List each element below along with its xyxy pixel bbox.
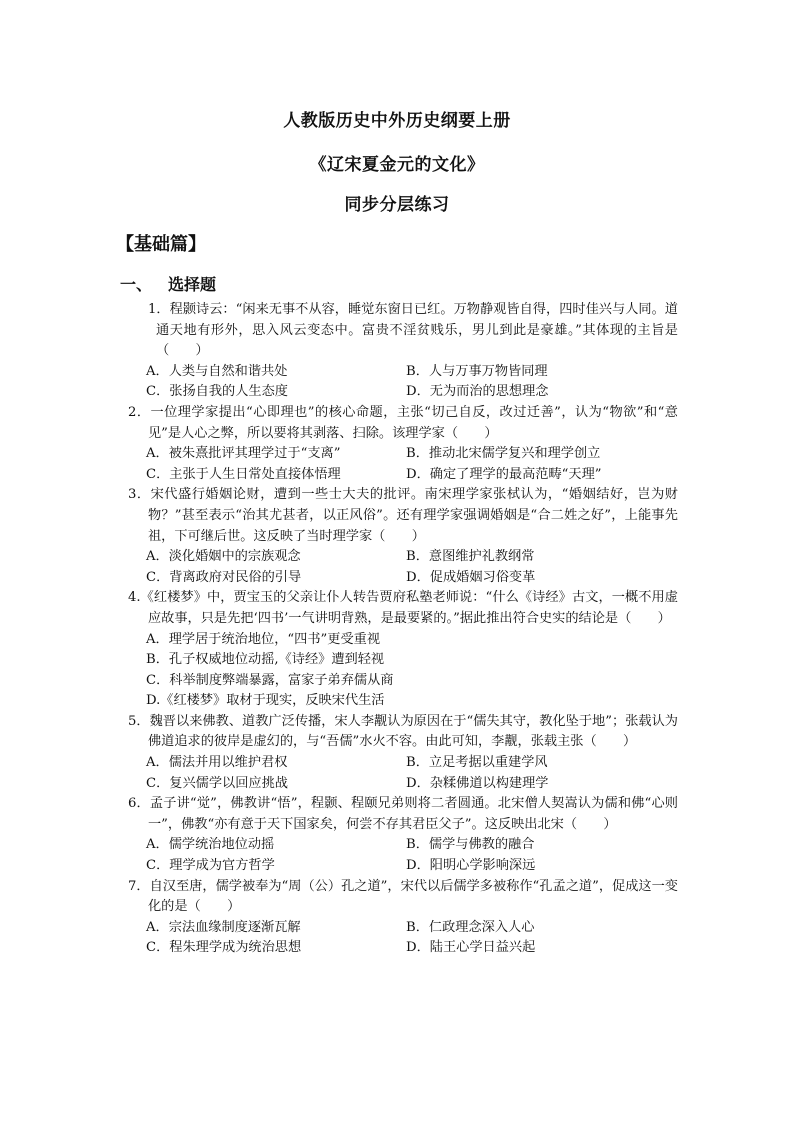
option-d: D．促成婚姻习俗变革: [406, 569, 536, 585]
question-stem: 1．程颢诗云：“闲来无事不从容，睡觉东窗日已红。万物静观皆自得，四时佳兴与人同。道通天地有形外，思入风云变态中。富贵不淫贫贱乐，男儿到此是豪雄。”其体现的主旨是（ ）: [148, 302, 678, 359]
option-c: C．主张于人生日常处直接体悟理: [146, 466, 341, 482]
question-3: [128, 485, 678, 588]
option-c: C．复兴儒学以回应挑战: [146, 775, 288, 791]
option-a: A．宗法血缘制度逐渐瓦解: [146, 919, 301, 935]
question-stem: 4.《红楼梦》中，贾宝玉的父亲让仆人转告贾府私塾老师说：“什么《诗经》古文，一概不用虚应故事，只是先把‘四书’一气讲明背熟，是最要紧的。”据此推出符合史实的结论是（ ）: [128, 590, 678, 626]
options: [128, 918, 678, 959]
option-d: D．确定了理学的最高范畴“天理”: [406, 466, 602, 482]
question-stem: 3．宋代盛行婚姻论财，遭到一些士大夫的批评。南宋理学家张栻认为，“婚姻结好，岂为财物？”甚至表示“治其尤甚者，以正风俗”。还有理学家强调婚姻是“合二姓之好”，上能事先祖，下可继后世。这反映了当时理学家（ ）: [128, 487, 678, 544]
question-4: [128, 588, 678, 712]
option-d: D.《红楼梦》取材于现实，反映宋代生活: [146, 693, 385, 709]
option-d: D．阳明心学影响深远: [406, 858, 536, 874]
option-c: C．张扬自我的人生态度: [146, 384, 288, 400]
question-1: [128, 300, 678, 403]
option-a: A．人类与自然和谐共处: [146, 363, 288, 379]
doc-title: 人教版历史中外历史纲要上册: [283, 111, 511, 131]
options: [128, 630, 678, 712]
question-5: [128, 712, 678, 794]
option-a: A．被朱熹批评其理学过于“支离”: [146, 446, 341, 462]
options: [128, 362, 678, 403]
option-c: C．程朱理学成为统治思想: [146, 940, 302, 956]
exercise-subtitle: 同步分层练习: [344, 195, 450, 215]
question-6: [128, 794, 678, 876]
option-b: B．儒学与佛教的融合: [406, 837, 535, 853]
section-number: 一、: [120, 275, 153, 294]
options: [128, 444, 678, 485]
option-c: C．科举制度弊端暴露，富家子弟弃儒从商: [146, 672, 394, 688]
option-b: B．立足考据以重建学风: [406, 755, 548, 771]
lesson-title: 《辽宋夏金元的文化》: [309, 155, 485, 175]
question-2: [128, 403, 678, 485]
options: [128, 835, 678, 876]
question-stem: 7．自汉至唐，儒学被奉为“周（公）孔之道”，宋代以后儒学多被称作“孔孟之道”，促成这一变化的是（ ）: [128, 878, 678, 915]
option-b: B．意图维护礼教纲常: [406, 549, 535, 565]
section-title: 选择题: [168, 275, 217, 294]
option-d: D．陆王心学日益兴起: [406, 940, 536, 956]
options: [128, 753, 678, 794]
option-a: A．理学居于统治地位，“四书”更受重视: [146, 631, 381, 647]
option-d: D．无为而治的思想理念: [406, 384, 549, 400]
option-a: A．淡化婚姻中的宗族观念: [146, 549, 301, 565]
option-a: A．儒法并用以维护君权: [146, 755, 288, 771]
options: [128, 547, 678, 588]
option-b: B．孔子权威地位动摇,《诗经》遭到轻视: [146, 652, 385, 668]
question-stem: 5．魏晋以来佛教、道教广泛传播，宋人李觏认为原因在于“儒失其守，教化坠于地”；张载认为佛道追求的彼岸是虚幻的，与“吾儒”水火不容。由此可知，李觏，张载主张（ ）: [128, 713, 678, 750]
question-stem: 2．一位理学家提出“心即理也”的核心命题，主张“切己自反，改过迁善”，认为“物欲”和“意见”是人心之弊，所以要将其剥落、扫除。该理学家（ ）: [128, 404, 678, 441]
question-list: [128, 300, 678, 959]
level-label: 【基础篇】: [116, 234, 206, 255]
option-b: B．仁政理念深入人心: [406, 919, 535, 935]
question-7: [128, 877, 678, 959]
option-a: A．儒学统治地位动摇: [146, 837, 275, 853]
option-c: C．背离政府对民俗的引导: [146, 569, 302, 585]
section-heading: [120, 272, 216, 295]
option-b: B．推动北宋儒学复兴和理学创立: [406, 446, 601, 462]
option-d: D．杂糅佛道以构建理学: [406, 775, 549, 791]
option-c: C．理学成为官方哲学: [146, 858, 275, 874]
option-b: B．人与万事万物皆同理: [406, 363, 548, 379]
question-stem: 6．孟子讲“觉”，佛教讲“悟”，程颢、程颐兄弟则将二者圆通。北宋僧人契嵩认为儒和佛“心则一”，佛教“亦有意于天下国家矣，何尝不存其君臣父子”。这反映出北宋（ ）: [128, 796, 678, 832]
